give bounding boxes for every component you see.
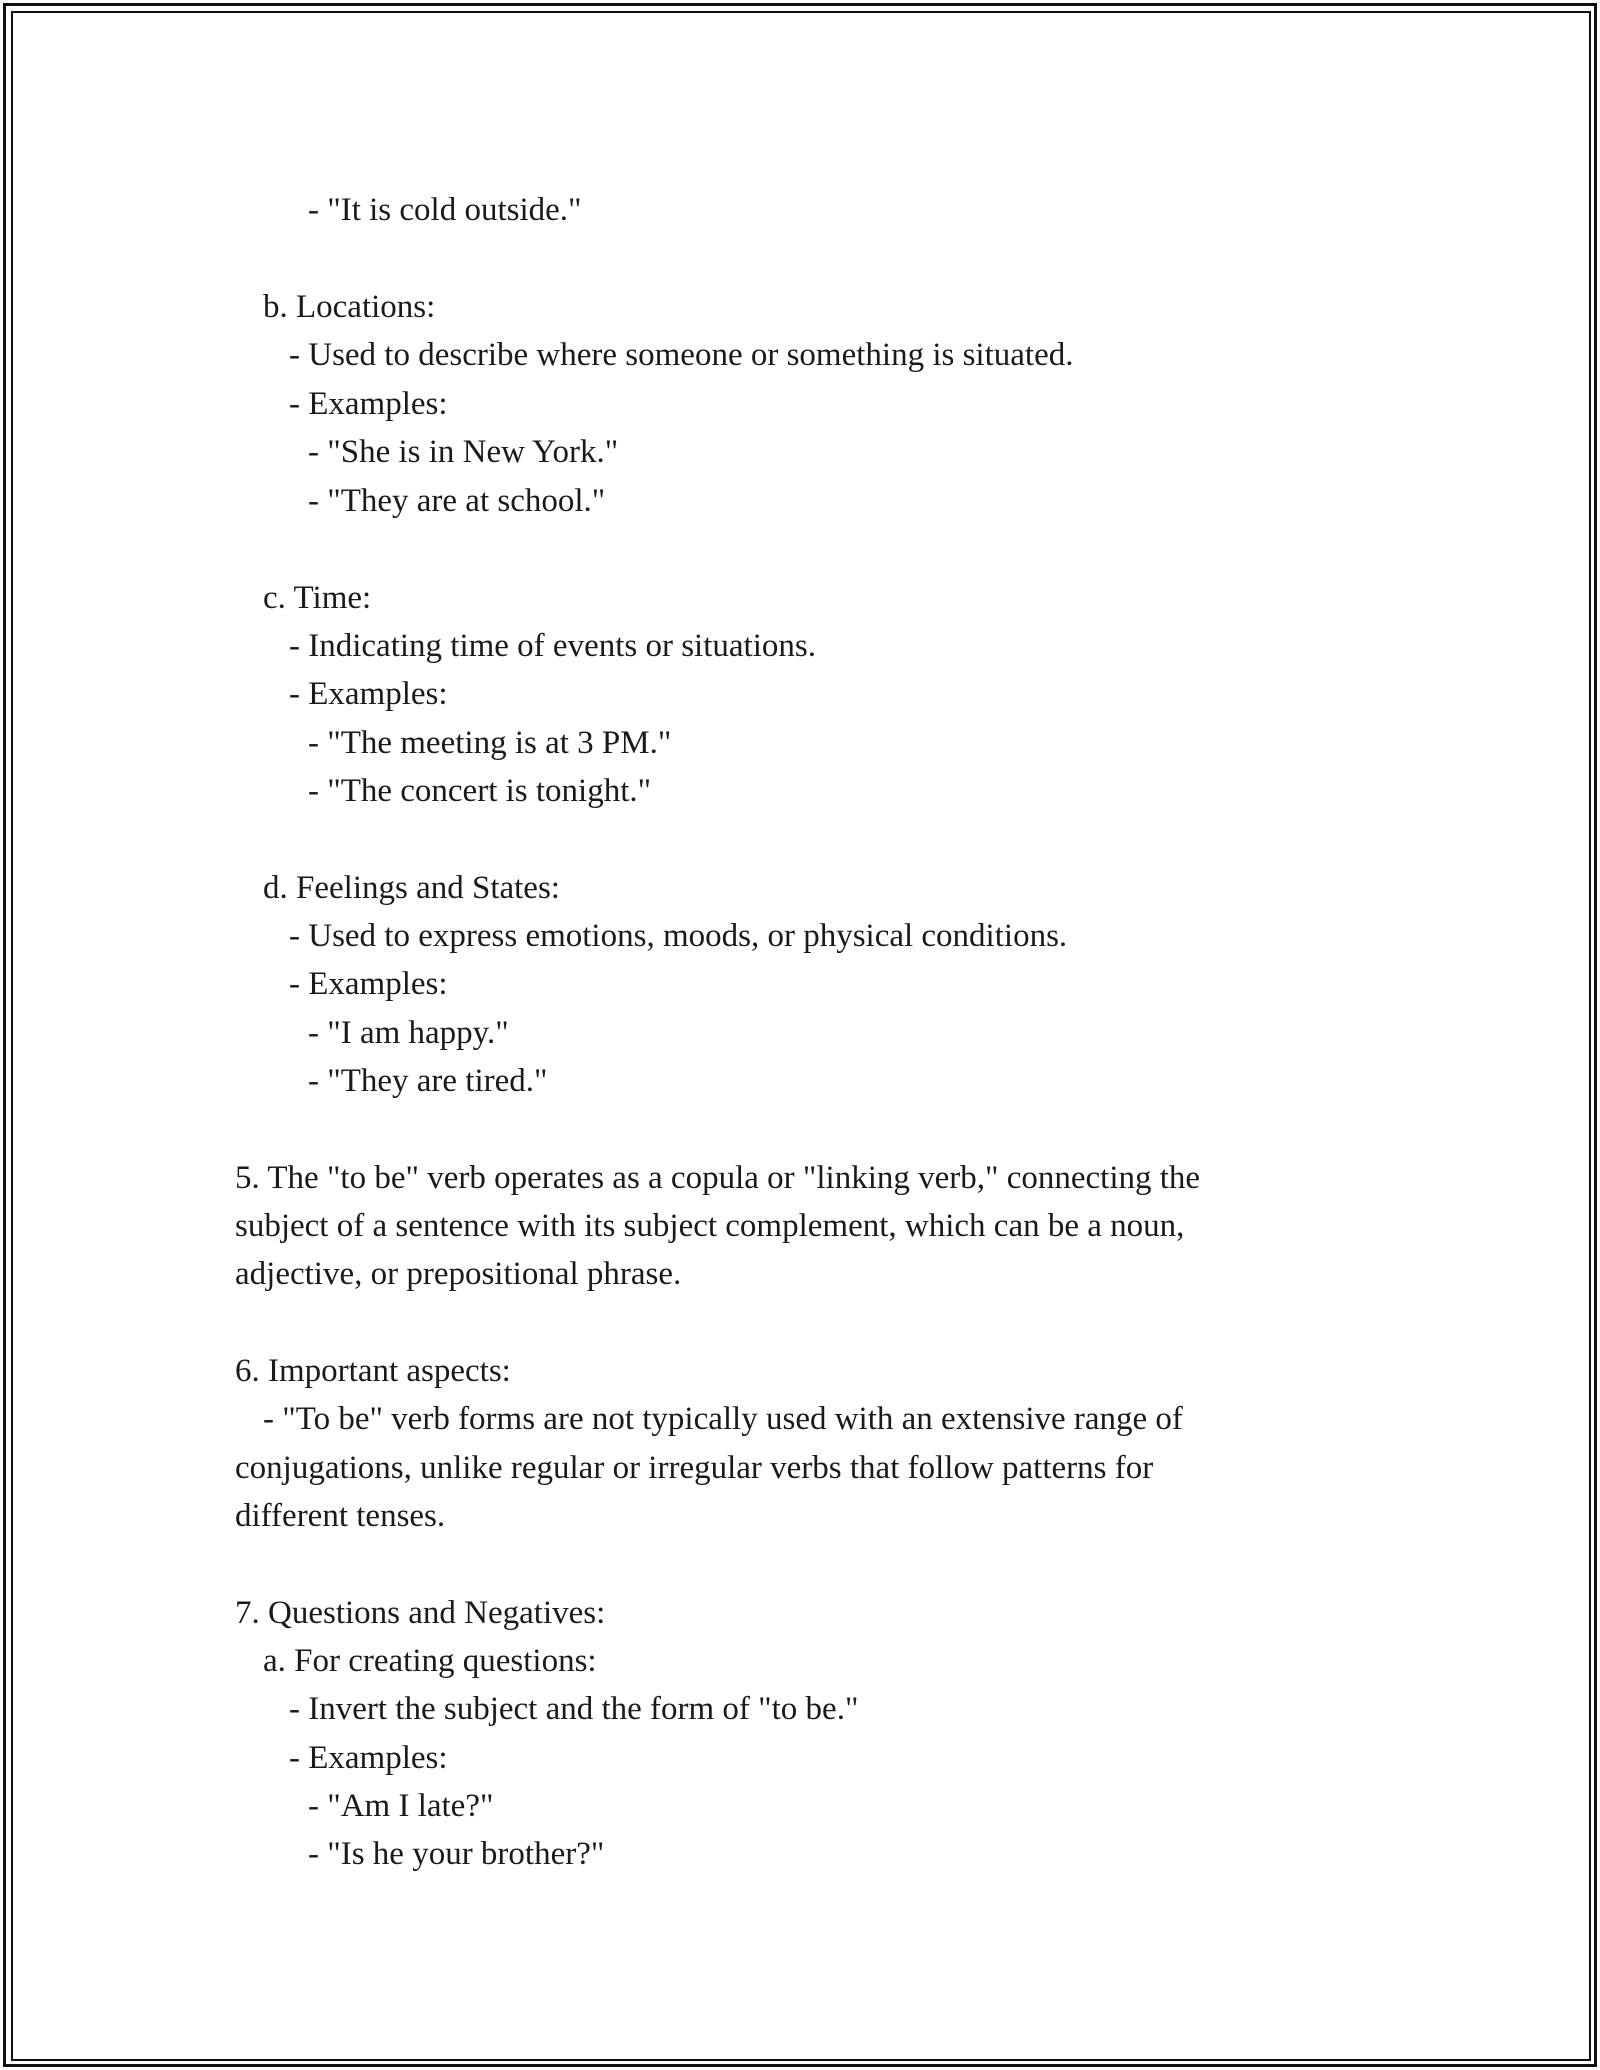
- subsection-heading: d. Feelings and States:: [263, 870, 560, 906]
- subsection-heading: b. Locations:: [263, 289, 436, 325]
- example-line: - "The meeting is at 3 PM.": [308, 725, 672, 761]
- example-line: - "I am happy.": [308, 1015, 509, 1051]
- paragraph-line: 5. The "to be" verb operates as a copula or "linking verb," connecting the: [235, 1160, 1201, 1196]
- example-line: - "Is he your brother?": [308, 1836, 605, 1872]
- subsection-heading: a. For creating questions:: [263, 1643, 597, 1679]
- description-line: - Indicating time of events or situations.: [289, 628, 816, 664]
- examples-label: - Examples:: [289, 1740, 448, 1776]
- example-line: - "She is in New York.": [308, 434, 619, 470]
- section-heading: 6. Important aspects:: [235, 1353, 511, 1389]
- example-line: - "They are at school.": [308, 483, 606, 519]
- example-line: - "It is cold outside.": [308, 192, 582, 228]
- paragraph-line: - "To be" verb forms are not typically used with an extensive range of: [263, 1401, 1183, 1437]
- subsection-heading: c. Time:: [263, 580, 372, 616]
- examples-label: - Examples:: [289, 386, 448, 422]
- section-heading: 7. Questions and Negatives:: [235, 1595, 606, 1631]
- description-line: - Invert the subject and the form of "to be.": [289, 1691, 859, 1727]
- example-line: - "They are tired.": [308, 1063, 548, 1099]
- paragraph-line: different tenses.: [235, 1498, 446, 1534]
- example-line: - "Am I late?": [308, 1788, 494, 1824]
- paragraph-line: adjective, or prepositional phrase.: [235, 1256, 682, 1292]
- examples-label: - Examples:: [289, 966, 448, 1002]
- example-line: - "The concert is tonight.": [308, 773, 652, 809]
- examples-label: - Examples:: [289, 676, 448, 712]
- description-line: - Used to express emotions, moods, or physical conditions.: [289, 918, 1068, 954]
- paragraph-line: conjugations, unlike regular or irregular verbs that follow patterns for: [235, 1450, 1154, 1486]
- description-line: - Used to describe where someone or something is situated.: [289, 337, 1074, 373]
- paragraph-line: subject of a sentence with its subject complement, which can be a noun,: [235, 1208, 1185, 1244]
